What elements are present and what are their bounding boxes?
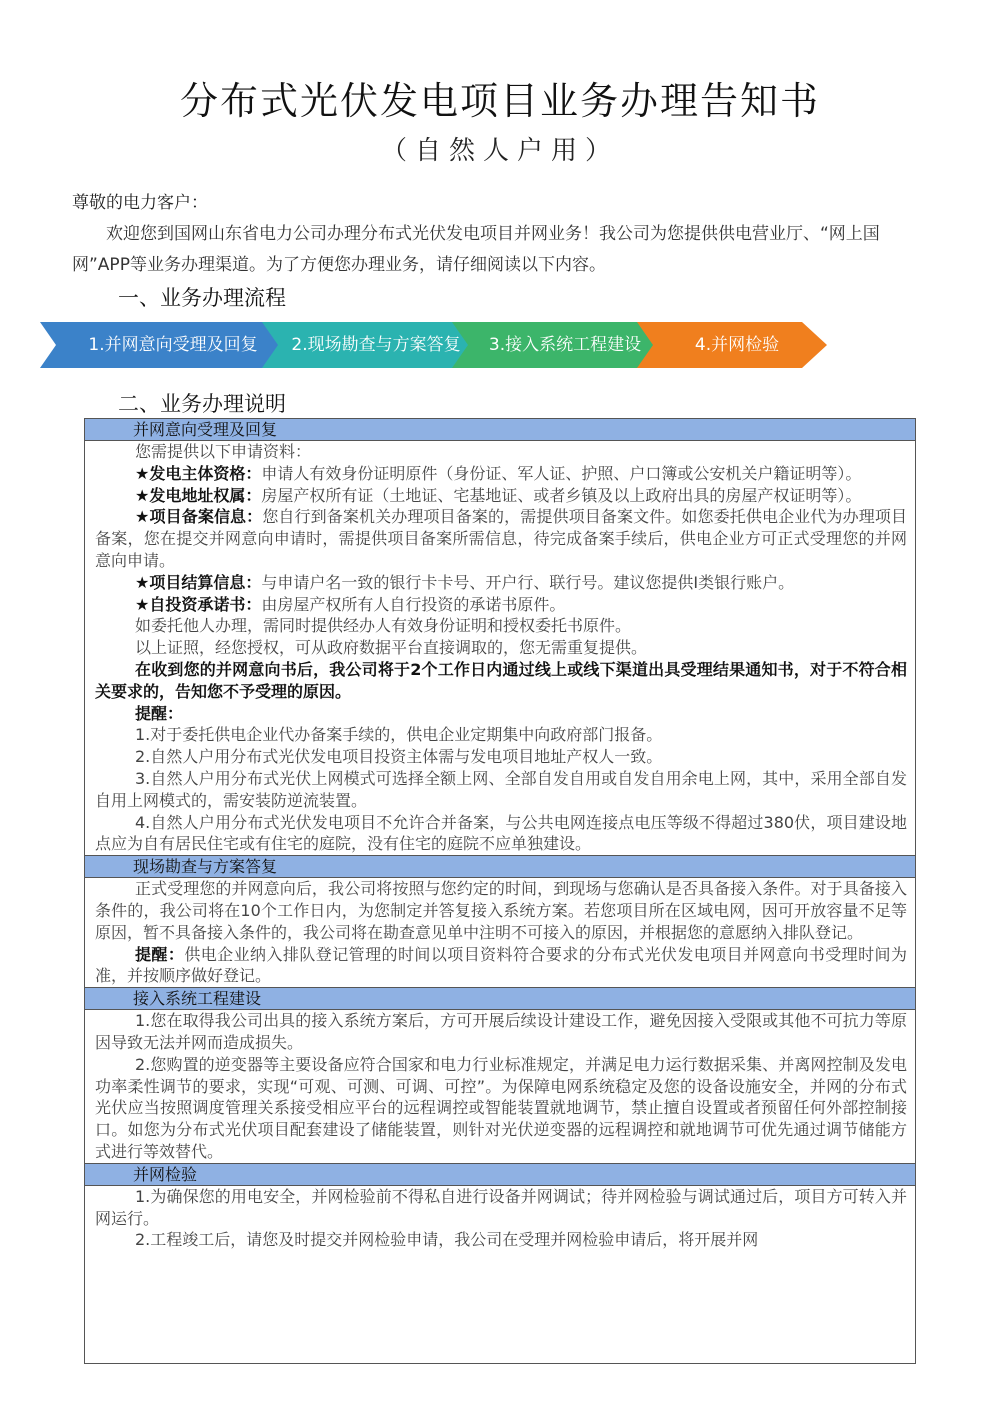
materials-item-4 bbox=[85, 572, 915, 594]
section-header-construction: 接入系统工程建设 bbox=[85, 987, 915, 1010]
intro-paragraph: 欢迎您到国网山东省电力公司办理分布式光伏发电项目并网业务！我公司为您提供供电营业厅、“网上国网”APP等业务办理渠道。为了方便您办理业务，请仔细阅读以下内容。 bbox=[72, 224, 880, 275]
reminder-3: 3.自然人户用分布式光伏上网模式可选择全额上网、全部自发自用或自发自用余电上网，其中，采用全部自发自用上网模式的，需安装防逆流装置。 bbox=[95, 768, 907, 810]
section-header-site-survey: 现场勘查与方案答复 bbox=[85, 855, 915, 878]
site-survey-reminder-label: 提醒： bbox=[135, 944, 185, 964]
materials-item-5-key: ★自投资承诺书： bbox=[135, 594, 262, 614]
materials-item-3 bbox=[85, 506, 915, 571]
materials-item-4-text: 与申请户名一致的银行卡卡号、开户行、联行号。建议您提供Ⅰ类银行账户。 bbox=[261, 572, 795, 592]
section-header-grid-intent: 并网意向受理及回复 bbox=[85, 419, 915, 441]
materials-item-5-text: 由房屋产权所有人自行投资的承诺书原件。 bbox=[261, 594, 566, 614]
site-survey-reminder-text: 供电企业纳入排队登记管理的时间以项目资料符合要求的分布式光伏发电项目并网意向书受理时间为准，并按顺序做好登记。 bbox=[95, 944, 907, 986]
construction-text-1: 1.您在取得我公司出具的接入系统方案后，方可开展后续设计建设工作，避免因接入受限或其他不可抗力等原因导致无法并网而造成损失。 bbox=[95, 1011, 907, 1052]
greeting: 尊敬的电力客户： bbox=[72, 193, 208, 213]
site-survey-reminder bbox=[85, 944, 915, 988]
inspection-text-1: 1.为确保您的用电安全，并网检验前不得私自进行设备并网调试；待并网检验与调试通过后，项目方可转入并网运行。 bbox=[95, 1186, 907, 1228]
proxy-note: 如委托他人办理，需同时提供经办人有效身份证明和授权委托书原件。 bbox=[135, 616, 632, 636]
reminder-2: 2.自然人户用分布式光伏发电项目投资主体需与发电项目地址产权人一致。 bbox=[135, 747, 663, 767]
materials-item-2-text: 房屋产权所有证（土地证、宅基地证、或者乡镇及以上政府出具的房屋产权证明等）。 bbox=[261, 485, 862, 505]
materials-item-3-text: 您自行到备案机关办理项目备案的，需提供项目备案文件。如您委托供电企业代为办理项目备案，您在提交并网意向申请时，需提供项目备案所需信息，待完成备案手续后，供电企业方可正式受理您的并网意向申请。 bbox=[95, 507, 907, 570]
materials-intro: 您需提供以下申请资料： bbox=[135, 442, 312, 461]
flow-step-4: 4.并网检验 bbox=[694, 335, 780, 355]
section-header-grid-inspection: 并网检验 bbox=[85, 1163, 915, 1186]
site-survey-text: 正式受理您的并网意向后，我公司将按照与您约定的时间，到现场与您确认是否具备接入条件。对于具备接入条件的，我公司将在10个工作日内，为您制定并答复接入系统方案。若您项目所在区域电网，因可开放容量不足等原因，暂不具备接入条件的，我公司将在勘查意见单中注明不可接入的原因，并根据您的意愿纳入排队登记。 bbox=[95, 879, 907, 942]
flow-step-1: 1.并网意向受理及回复 bbox=[88, 335, 258, 355]
acceptance-notice: 在收到您的并网意向书后，我公司将于2个工作日内通过线上或线下渠道出具受理结果通知书，对于不符合相关要求的，告知您不予受理的原因。 bbox=[95, 659, 907, 701]
flow-step-3: 3.接入系统工程建设 bbox=[488, 335, 642, 355]
materials-item-5 bbox=[85, 594, 915, 616]
reminder-1: 1.对于委托供电企业代办备案手续的，供电企业定期集中向政府部门报备。 bbox=[135, 725, 663, 745]
document-title: 分布式光伏发电项目业务办理告知书 bbox=[179, 79, 820, 123]
materials-item-3-key: ★项目备案信息： bbox=[135, 507, 263, 527]
reminder-4: 4.自然人户用分布式光伏发电项目不允许合并备案，与公共电网连接点电压等级不得超过380伏，项目建设地点应为自有居民住宅或有住宅的庭院，没有住宅的庭院不应单独建设。 bbox=[95, 812, 907, 854]
section1-heading: 一、业务办理流程 bbox=[118, 286, 286, 310]
reminder-label: 提醒： bbox=[135, 703, 184, 723]
inspection-text-2: 2.工程竣工后，请您及时提交并网检验申请，我公司在受理并网检验申请后，将开展并网 bbox=[135, 1230, 759, 1250]
document-subtitle: （自然人户用） bbox=[380, 136, 619, 166]
materials-item-2 bbox=[85, 485, 915, 507]
flow-step-2: 2.现场勘查与方案答复 bbox=[291, 335, 461, 355]
instructions-table bbox=[84, 418, 916, 1364]
authorization-note: 以上证照，经您授权，可从政府数据平台直接调取的，您无需重复提供。 bbox=[135, 638, 648, 658]
materials-item-1-key: ★发电主体资格： bbox=[135, 463, 262, 483]
materials-item-1 bbox=[85, 463, 915, 485]
materials-item-1-text: 申请人有效身份证明原件（身份证、军人证、护照、户口簿或公安机关户籍证明等）。 bbox=[261, 463, 862, 483]
materials-item-4-key: ★项目结算信息： bbox=[135, 572, 262, 592]
materials-item-2-key: ★发电地址权属： bbox=[135, 485, 262, 505]
construction-text-2: 2.您购置的逆变器等主要设备应符合国家和电力行业标准规定，并满足电力运行数据采集、并离网控制及发电功率柔性调节的要求，实现“可观、可测、可调、可控”。为保障电网系统稳定及您的设备设施安全，并网的分布式光伏应当按照调度管理关系接受相应平台的远程调控或智能装置就地调节，禁止擅自设置或者预留任何外部控制接口。如您为分布式光伏项目配套建设了储能装置，则针对光伏逆变器的远程调控和就地调节可优先通过调节储能方式进行等效替代。 bbox=[95, 1054, 907, 1161]
section2-heading: 二、业务办理说明 bbox=[118, 392, 286, 416]
process-flow bbox=[40, 322, 840, 368]
